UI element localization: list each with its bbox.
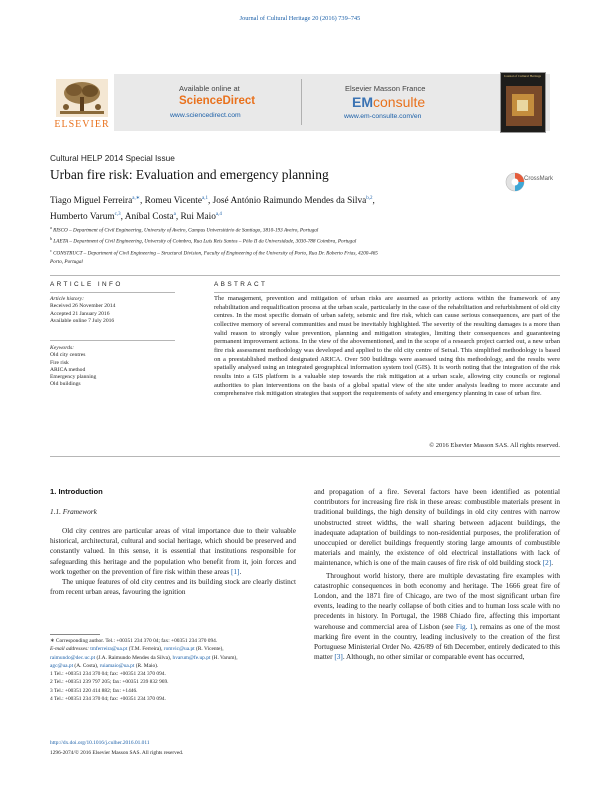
affiliation-text: CONSTRUCT – Department of Civil Engineering – Structural Division, Faculty of Engineering of the University of Porto, Rua Dr. Roberto Frias, 4200-465 <box>51 250 378 257</box>
email-owner: (H. Varum), <box>210 654 238 661</box>
paragraph-text: ), remains as one of the most marking fire event in the country, leading inclusively to the creation of the first Portuguese Ministerial Order No. 426/89 of 6th December, entirely dedicated to this matter <box>314 622 560 662</box>
keyword-item: Fire risk <box>50 359 69 366</box>
footnote-4: 4 Tel.: +00351 234 370 04; fax: +00351 234 370 094. <box>50 696 166 703</box>
doi-link[interactable]: http://dx.doi.org/10.1016/j.culher.2016.01.011 <box>50 740 150 746</box>
keyword-item: Emergency planning <box>50 374 97 381</box>
affiliation-text: RISCO – Department of Civil Engineering, University of Aveiro, Campus Universitário de Santiago, 3810-193 Aveiro, Portugal <box>51 227 319 234</box>
author-affiliation-marker[interactable]: a,1 <box>202 196 208 201</box>
em-logo-part1: EM <box>352 94 373 110</box>
body-column-right <box>314 487 560 662</box>
body-paragraph <box>314 571 560 663</box>
email-label: E-mail addresses: <box>50 646 91 653</box>
email-owner: (A. Costa), <box>73 662 100 669</box>
keywords-rule <box>50 340 175 341</box>
author-name: Tiago Miguel Ferreira <box>50 196 133 207</box>
email-owner: (T.M. Ferreira), <box>127 646 164 653</box>
keyword-item: ARICA method <box>50 366 86 373</box>
banner-divider <box>301 79 302 125</box>
footnote-2: 2 Tel.: +00351 239 797 205; fax: +00351 239 832 969. <box>50 679 169 686</box>
article-info-heading: ARTICLE INFO <box>50 281 123 288</box>
author-affiliation-marker[interactable]: a <box>173 212 176 218</box>
email-addresses-continued <box>50 654 296 662</box>
footnotes <box>50 637 296 703</box>
footnote-rule <box>50 634 100 635</box>
affiliation-marker: c <box>50 247 52 253</box>
author-separator: , <box>207 196 213 207</box>
paragraph-text: . Although, no other similar or comparable event has occurred, <box>342 653 525 662</box>
email-link[interactable]: raimundo@dec.uc.pt <box>50 654 96 661</box>
subsection-heading: 1.1. Framework <box>50 507 97 516</box>
publisher-banner <box>50 74 550 131</box>
issn-copyright: 1296-2074/© 2016 Elsevier Masson SAS. All rights reserved. <box>50 750 184 756</box>
affiliation-marker: b <box>50 236 52 242</box>
keywords <box>50 345 175 389</box>
email-addresses <box>50 645 296 653</box>
paragraph-text: . <box>239 567 242 576</box>
abstract-copyright: © 2016 Elsevier Masson SAS. All rights reserved. <box>429 442 560 449</box>
history-heading: Article history: <box>50 296 85 302</box>
email-owner: (R. Vicente), <box>194 646 224 653</box>
header-rule <box>50 275 560 276</box>
keywords-heading: Keywords: <box>50 345 75 351</box>
affiliations <box>50 224 480 267</box>
corresponding-mark: ∗ <box>50 638 55 644</box>
history-accepted: Accepted 21 January 2016 <box>50 310 110 317</box>
sd-available-label: Available online at <box>179 84 240 93</box>
email-link[interactable]: tmferreira@ua.pt <box>90 646 128 653</box>
paragraph-text: . <box>551 559 553 568</box>
special-issue-label: Cultural HELP 2014 Special Issue <box>50 153 175 163</box>
em-publisher-label: Elsevier Masson France <box>345 84 426 93</box>
email-link[interactable]: agc@ua.pt <box>50 662 74 669</box>
author-affiliation-marker[interactable]: a,4 <box>215 212 222 218</box>
author-affiliation-marker[interactable]: a,∗ <box>132 196 140 201</box>
cover-artwork-highlight <box>517 100 528 111</box>
author-separator: , <box>120 212 125 223</box>
author-name: Rui Maio <box>180 212 216 223</box>
body-paragraph <box>50 526 296 577</box>
citation-link[interactable]: [2] <box>542 559 552 568</box>
sciencedirect-logo[interactable]: ScienceDirect <box>179 95 256 107</box>
paper-title: Urban fire risk: Evaluation and emergency planning <box>50 167 329 182</box>
author-line-1 <box>50 192 530 208</box>
emconsulte-link[interactable]: www.em-consulte.com/en <box>344 113 422 120</box>
author-separator: , <box>139 196 145 207</box>
email-link[interactable]: ruiamaio@ua.pt <box>99 662 135 669</box>
paragraph-text: Old city centres are particular areas of vital importance due to their valuable historical, architectural, cultural and social heritage, which should be preserved and constantly valued. In this sense, it is essential that institutions responsible for safeguarding this heritage and the population who benefit from it, join forces and work together on the prevention of fire risk within these areas <box>50 527 296 576</box>
abstract-heading: ABSTRACT <box>214 281 268 288</box>
author-name: Romeu Vicente <box>144 196 202 207</box>
footnote-3: 3 Tel.: +00351 220 414 882; fax: +1446. <box>50 687 138 694</box>
history-received: Received 26 November 2014 <box>50 303 116 310</box>
journal-cover-image[interactable] <box>500 72 546 133</box>
affiliation-text: Porto, Portugal <box>50 259 83 266</box>
footnote-1: 1 Tel.: +00351 234 370 04; fax: +00351 234 370 094. <box>50 671 166 678</box>
elsevier-wordmark: ELSEVIER <box>54 119 110 130</box>
citation-link[interactable]: [3] <box>334 653 343 662</box>
paragraph-text: and propagation of a fire. Several factors have been identified as potential contributors for increasing fire risk in these areas: combustible materials present in traditional buildings, the high density of buildings in old city centres with narrow unobstructed street widths, the wall sharing between adjacent buildings, the inadequate adaptation of buildings to non-residential purposes, the proliferation of unoccupied or derelict buildings frequently storing large amounts of combustible materials and mainly, the existence of old electrical installations with lack of maintenance, which is one of the main causes of fire risk of old building stock <box>314 488 560 568</box>
history-online: Available online 7 July 2016 <box>50 317 115 324</box>
sciencedirect-link[interactable]: www.sciencedirect.com <box>170 112 241 119</box>
corresponding-text: Corresponding author. Tel.: +00351 234 370 04; fax: +00351 234 370 094. <box>54 638 218 644</box>
affiliation-marker: a <box>50 225 52 230</box>
abstract-rule <box>214 292 560 293</box>
body-paragraph <box>314 487 560 569</box>
author-list <box>50 192 530 224</box>
cover-title: Journal of Cultural Heritage <box>504 74 542 78</box>
email-addresses-continued <box>50 662 296 670</box>
crossmark-label[interactable]: CrossMark <box>524 176 554 182</box>
author-line-2 <box>50 208 530 224</box>
affiliation-b <box>50 235 480 246</box>
author-name: José António Raimundo Mendes da Silva <box>212 196 367 207</box>
author-name: Aníbal Costa <box>124 212 174 223</box>
article-history <box>50 296 175 325</box>
section-heading: 1. Introduction <box>50 487 103 496</box>
paragraph-text: Throughout world history, there are multiple devastating fire examples with catastrophic consequences in both economy and heritage. The 1666 great fire of London, and the 1871 fire of Chicago, are two of the most significant urban fire events, leading to the nearly collapse of both cities and to human loss scale with no precedents in history. In Portugal, the 1988 Chiado fire, affecting this important warehouse and commercial area of Lisbon (see <box>314 571 560 631</box>
affiliation-text: LAETA – Department of Civil Engineering, University of Coimbra, Rua Luís Reis Santos – Pólo II da Universidade, 3030-788 Coimbra, Portugal <box>52 239 357 246</box>
affiliation-c <box>50 247 480 258</box>
body-column-left <box>50 487 296 597</box>
affiliation-c-continued <box>50 258 480 267</box>
keyword-item: Old buildings <box>50 381 81 388</box>
corresponding-author-note <box>50 637 296 645</box>
affiliation-a <box>50 224 480 235</box>
em-logo-part2: consulte <box>373 94 426 110</box>
figure-link[interactable]: Fig. 1 <box>455 622 474 631</box>
author-name: Humberto Varum <box>50 212 115 223</box>
author-separator: , <box>372 196 375 207</box>
author-affiliation-marker[interactable]: b,2 <box>366 196 373 201</box>
body-paragraph: The unique features of old city centres and its building stock are clearly distinct from recent urban areas, favouring the ignition <box>50 578 296 597</box>
elsevier-tree-icon <box>56 79 108 117</box>
citation-link[interactable]: [1] <box>231 567 240 576</box>
abstract-bottom-rule <box>50 456 560 457</box>
abstract-text: The management, prevention and mitigation of urban risks are assumed as priority actions within the framework of any rehabilitation and requalification process at the urban scale, particularly in the case of the rehabilitation and refurbishment of old city centres. In the most specific domain of urban safety, seismic and fire risk, which can cause serious consequences, are part of the collective memory of several communities and must be inevitably highlighted. The severity of the resulting damages is a more than valid reason to strongly value prevention, planning and mitigation strategies, limiting their consequences and guaranteeing permanent improvement actions. In the view of the abovementioned, and in the scope of a research project carried out, a new urban fire risk assessment methodology was developed and applied to the old city centre of Seixal. This simplified methodology is based on a preestablished method designated ARICA. Over 500 buildings were assessed using this methodology, and the results were spatially analysed using an integrated geographical information system tool (GIS). It is worth noting that the integration of the risk results into a GIS platform is a valuable step towards the risk mitigation at a urban scale, allowing city councils or regional authorities to plan interventions on the basis of a global spatial view of the site under analysis leading to more accurate and comprehensive risk mitigation strategies that support the requirements of safety and emergency planning in case of urban fire. <box>214 295 560 398</box>
email-owner: (R. Maio). <box>134 662 159 669</box>
keyword-item: Old city centres <box>50 352 86 359</box>
author-separator: , <box>175 212 181 223</box>
article-info-rule <box>50 292 175 293</box>
journal-citation-link[interactable]: Journal of Cultural Heritage 20 (2016) 739–745 <box>239 15 361 22</box>
email-link[interactable]: hvarum@fe.up.pt <box>172 654 211 661</box>
email-owner: (J.A. Raimundo Mendes da Silva), <box>95 654 173 661</box>
email-link[interactable]: romvic@ua.pt <box>163 646 195 653</box>
author-affiliation-marker[interactable]: c,3 <box>114 212 121 218</box>
emconsulte-logo[interactable] <box>352 94 425 110</box>
